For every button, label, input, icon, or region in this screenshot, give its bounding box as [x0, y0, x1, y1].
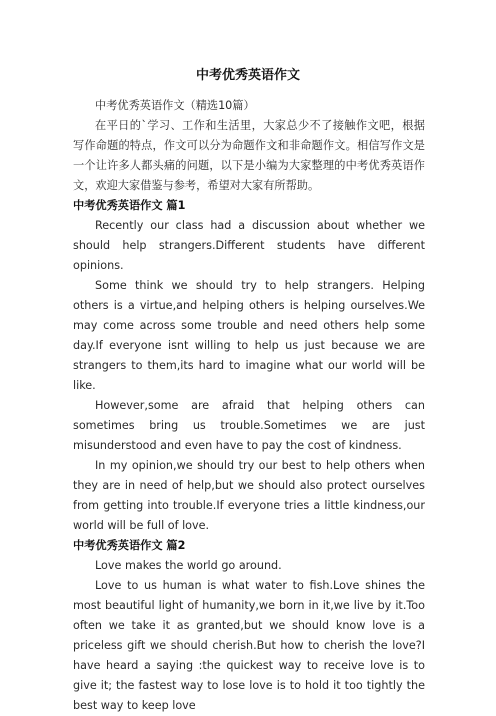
document-body [73, 96, 425, 716]
paragraph: Love to us human is what water to fish.Love shines the most beautiful light of humanity,we born in it,we live by it.Too often we take it as granted,but we should know love is a priceless gift we should cherish.But how to cherish the love?I have heard a saying :the quickest way to receive love is to give it; the fastest way to lose love is to hold it too tightly the best way to keep love [73, 579, 425, 712]
paragraph: However,some are afraid that helping others can sometimes bring us trouble.Sometimes we are just misunderstood and even have to pay the cost of kindness. [73, 399, 425, 452]
section-heading-1: 中考优秀英语作文 篇1 [73, 199, 186, 212]
document-title: 中考优秀英语作文 [195, 68, 300, 83]
paragraph: Recently our class had a discussion about whether we should help strangers.Different students have different opinions. [73, 219, 425, 272]
intro-subtitle: 中考优秀英语作文（精选10篇） [95, 99, 255, 112]
paragraph: In my opinion,we should try our best to help others when they are in need of help,but we should also protect ourselves from getting into trouble.If everyone tries a little kindness,our world will be full of love. [73, 459, 425, 532]
intro-paragraph: 在平日的`学习、工作和生活里，大家总少不了接触作文吧，根据写作命题的特点，作文可以分为命题作文和非命题作文。相信写作文是一个让许多人都头痛的问题，以下是小编为大家整理的中考优秀英语作文，欢迎大家借鉴与参考，希望对大家有所帮助。 [73, 119, 425, 192]
paragraph: Love makes the world go around. [95, 559, 282, 572]
section-heading-2: 中考优秀英语作文 篇2 [73, 539, 186, 552]
paragraph: Some think we should try to help strangers. Helping others is a virtue,and helping others is helping ourselves.We may come across some trouble and need others help some day.If everyone isnt willing to help us just because we are strangers to them,its hard to imagine what our world will be like. [73, 279, 425, 392]
